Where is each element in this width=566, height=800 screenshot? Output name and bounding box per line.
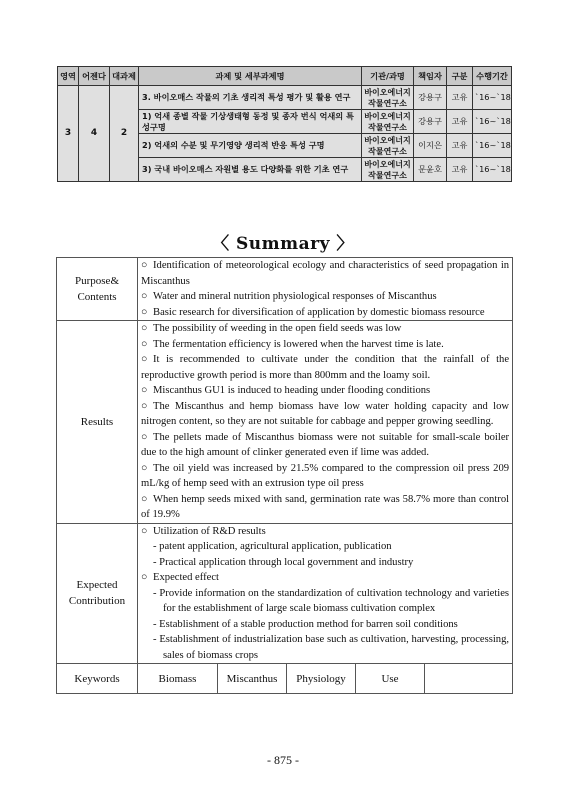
keywords-label: Keywords <box>57 664 138 694</box>
task-name: 2) 억새의 수분 및 무기영양 생리적 반응 특성 구명 <box>139 134 362 158</box>
header-period: 수행기간 <box>473 67 512 86</box>
utilization-title: Utilization of R&D results <box>153 525 266 537</box>
header-manager: 책임자 <box>414 67 447 86</box>
bullet-icon: ○ <box>141 572 148 583</box>
results-content <box>138 321 513 524</box>
bullet-icon: ○ <box>141 525 148 537</box>
task-type: 고유 <box>447 110 473 134</box>
list-item <box>141 524 509 540</box>
bullet-icon: ○ <box>141 306 148 318</box>
task-organization: 바이오에너지작물연구소 <box>362 86 414 110</box>
result-item-text: The fermentation efficiency is lowered when the harvest time is late. <box>153 338 444 350</box>
bullet-icon: ○ <box>141 291 148 302</box>
keyword-cell <box>425 664 513 694</box>
list-item <box>141 383 509 399</box>
task-name: 3. 바이오매스 작물의 기초 생리적 특성 평가 및 활용 연구 <box>139 86 362 110</box>
keywords-row <box>57 664 513 694</box>
list-item: - patent application, agricultural application, publication <box>153 541 392 552</box>
header-type: 구분 <box>447 67 473 86</box>
list-item <box>141 399 509 430</box>
list-item <box>141 570 509 586</box>
task-organization: 바이오에너지작물연구소 <box>362 158 414 182</box>
project-table <box>57 66 512 182</box>
bullet-icon: ○ <box>141 354 148 365</box>
project-table-header <box>58 67 512 86</box>
task-manager: 강용구 <box>414 86 447 110</box>
summary-table <box>56 257 513 694</box>
header-organization: 기관/과명 <box>362 67 414 86</box>
list-item <box>141 258 509 289</box>
task-period: `16~`18 <box>473 158 512 182</box>
keyword-cell: Miscanthus <box>218 664 287 694</box>
bullet-icon: ○ <box>141 323 148 334</box>
result-item-text: The possibility of weeding in the open field seeds was low <box>153 323 402 334</box>
bullet-icon: ○ <box>141 462 148 474</box>
results-row <box>57 321 513 524</box>
keyword-cell: Physiology <box>287 664 356 694</box>
expected-content <box>138 523 513 664</box>
purpose-item-text: Basic research for diversification of application by domestic biomass resource <box>153 306 485 318</box>
list-item <box>141 337 509 353</box>
result-item-text: When hemp seeds mixed with sand, germination rate was 58.7% more than control of 19.9% <box>141 493 510 520</box>
summary-title: 〈 Summary 〉 <box>212 234 354 254</box>
keyword-cell: Use <box>356 664 425 694</box>
purpose-label-text: Purpose& Contents <box>75 275 119 303</box>
bullet-icon: ○ <box>141 493 148 505</box>
task-name: 3) 국내 바이오매스 자원별 용도 다양화를 위한 기초 연구 <box>139 158 362 182</box>
header-area: 영역 <box>58 67 79 86</box>
list-item <box>141 321 509 337</box>
bullet-icon: ○ <box>141 431 148 443</box>
list-item <box>141 289 509 305</box>
task-organization: 바이오에너지작물연구소 <box>362 134 414 158</box>
expected-row <box>57 523 513 664</box>
area-value: 3 <box>58 86 79 182</box>
list-item: - Establishment of industrialization base such as cultivation, harvesting, processing, sales of biomass crops <box>153 634 510 661</box>
list-item: - Practical application through local government and industry <box>153 556 414 568</box>
header-agenda: 어젠다 <box>79 67 110 86</box>
task-manager: 이지은 <box>414 134 447 158</box>
bullet-icon: ○ <box>141 338 148 350</box>
result-item-text: The oil yield was increased by 21.5% compared to the compression oil press 209 mL/kg of hemp seed with an extrusion type oil press <box>141 462 510 489</box>
bullet-icon: ○ <box>141 400 148 412</box>
purpose-item-text: Water and mineral nutrition physiological responses of Miscanthus <box>153 291 437 302</box>
list-item <box>141 352 509 383</box>
purpose-content <box>138 258 513 321</box>
list-item <box>141 461 509 492</box>
bullet-icon: ○ <box>141 385 148 396</box>
result-item-text: It is recommended to cultivate under the condition that the rainfall of the reproductive growth period is more than 800mm and the loamy soil. <box>141 354 510 381</box>
list-item <box>141 305 509 321</box>
task-type: 고유 <box>447 158 473 182</box>
results-label: Results <box>57 321 138 524</box>
task-period: `16~`18 <box>473 110 512 134</box>
result-item-text: The pellets made of Miscanthus biomass were not suitable for small-scale boiler due to the high amount of clinker generated even if lime was added. <box>141 431 510 458</box>
agenda-value: 4 <box>79 86 110 182</box>
task-type: 고유 <box>447 134 473 158</box>
keyword-cell: Biomass <box>138 664 218 694</box>
purpose-item-text: Identification of meteorological ecology and characteristics of seed propagation in Miscanthus <box>141 260 510 287</box>
list-item: - Establishment of a stable production method for barren soil conditions <box>153 618 458 630</box>
page-number: - 875 - <box>267 753 299 767</box>
task-period: `16~`18 <box>473 86 512 110</box>
task-manager: 문윤호 <box>414 158 447 182</box>
major-task-value: 2 <box>110 86 139 182</box>
result-item-text: Miscanthus GU1 is induced to heading under flooding conditions <box>153 385 431 396</box>
task-manager: 강용구 <box>414 110 447 134</box>
expected-label: Expected Contribution <box>57 523 138 664</box>
purpose-label <box>57 258 138 321</box>
task-name: 1) 억새 종별 작물 기상생태형 동정 및 종자 번식 억새의 특성구명 <box>139 110 362 134</box>
task-period: `16~`18 <box>473 134 512 158</box>
header-major-task: 대과제 <box>110 67 139 86</box>
result-item-text: The Miscanthus and hemp biomass have low water holding capacity and low nitrogen content, so they are not suitable for cabbage and pepper growing seedling. <box>141 400 510 427</box>
bullet-icon: ○ <box>141 260 148 271</box>
task-organization: 바이오에너지작물연구소 <box>362 110 414 134</box>
list-item <box>141 430 509 461</box>
list-item <box>141 492 509 523</box>
header-task-name: 과제 및 세부과제명 <box>139 67 362 86</box>
task-type: 고유 <box>447 86 473 110</box>
list-item: - Provide information on the standardization of cultivation technology and varieties for the establishment of large scale biomass cultivation complex <box>153 587 510 614</box>
effect-title: Expected effect <box>153 572 219 583</box>
purpose-row <box>57 258 513 321</box>
table-row <box>58 86 512 110</box>
